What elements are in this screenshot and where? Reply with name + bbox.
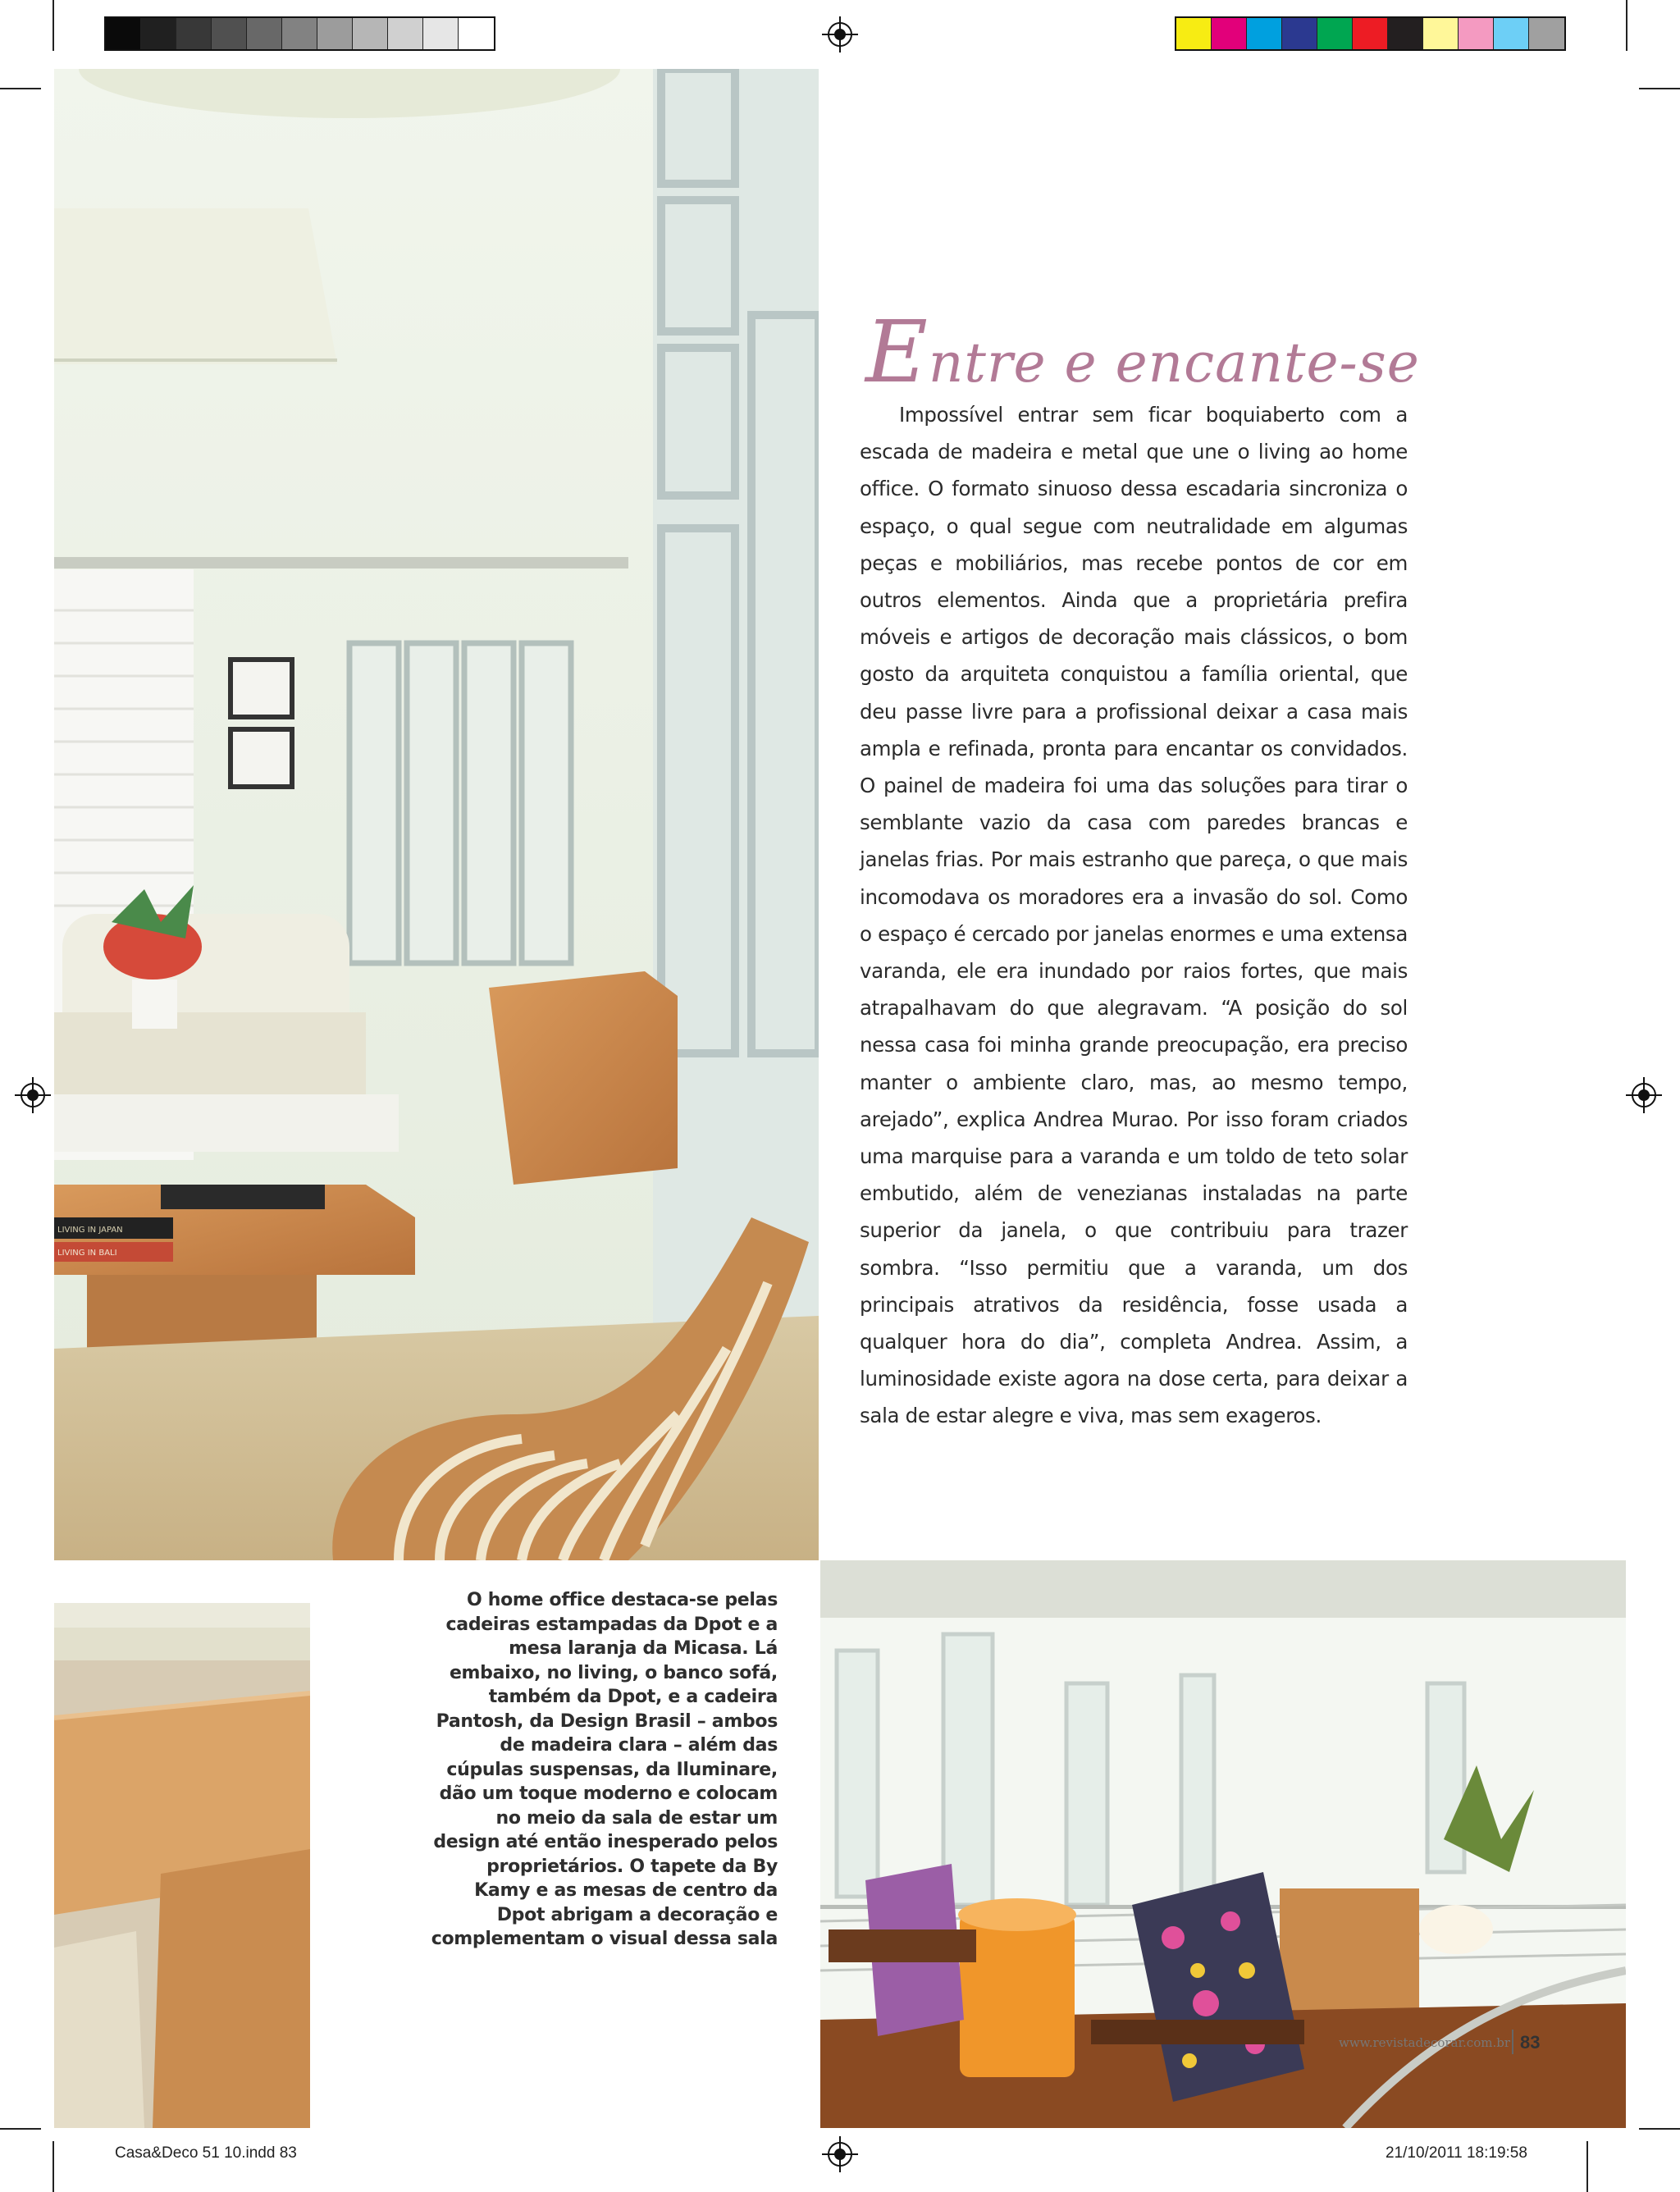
color-swatch [1353,18,1388,49]
crop-mark [52,0,54,51]
color-swatch [1494,18,1529,49]
color-swatch [1247,18,1282,49]
crop-mark [1639,88,1680,89]
wood-table-detail-photo [54,1603,310,2128]
color-swatch [1388,18,1423,49]
page-number: 83 [1520,2032,1541,2053]
crop-mark [1639,2128,1680,2130]
color-swatch [459,18,494,49]
print-slug-timestamp: 21/10/2011 18:19:58 [1386,2144,1527,2162]
color-swatch [212,18,247,49]
crop-mark [1626,0,1628,51]
registration-mark-icon [822,2136,858,2172]
color-swatch [1423,18,1459,49]
color-swatch [282,18,317,49]
color-swatch [1212,18,1247,49]
website-url: www.revistadecorar.com.br [1339,2035,1511,2050]
photo-caption: O home office destaca-se pelas cadeiras estampadas da Dpot e a mesa laranja da Micasa. Lá embaixo, no living, o banco sofá, também da Dpot, e a cadeira Pantosh, da Design Brasil – ambos de madeira clara – além das cúpulas suspensas, da Iluminare, dão um toque moderno e colocam no meio da sala de estar um design até então inesperado pelos proprietários. O tapete da By Kamy e as mesas de centro da Dpot abrigam a decoração e complementam o visual dessa sala [431,1590,778,1949]
crop-mark [0,88,41,89]
print-slug-file: Casa&Deco 51 10.indd 83 [115,2144,297,2162]
color-swatch [353,18,388,49]
article-headline [865,302,1423,402]
book-spine-text: LIVING IN JAPAN [57,1226,123,1235]
headline-initial: E [865,302,929,402]
color-swatch [423,18,459,49]
color-swatch [1176,18,1212,49]
color-swatch [106,18,141,49]
registration-mark-icon [1626,1077,1662,1113]
registration-mark-icon [822,16,858,53]
crop-mark [0,2128,41,2130]
color-swatch [1529,18,1564,49]
crop-mark [52,2141,54,2192]
crop-mark [1586,2141,1588,2192]
article-body: Impossível entrar sem ficar boquiaberto com a escada de madeira e metal que une o living ao home office. O formato sinuoso dessa escadaria sincroniza o espaço, o qual segue com neutralidade em algumas peças e mobiliários, mas recebe pontos de cor em outros elementos. Ainda que a proprietária prefira móveis e artigos de decoração mais clássicos, o bom gosto da arquiteta conquistou a família oriental, que deu passe livre para a profissional deixar a casa mais ampla e refinada, pronta para encantar os convidados. O painel de madeira foi uma das soluções para tirar o semblante vazio da casa com paredes brancas e janelas frias. Por mais estranho que pareça, o que mais incomodava os moradores era a invasão do sol. Como o espaço é cercado por janelas enormes e uma extensa varanda, ele era inundado por raios fortes, que mais atrapalhavam do que alegravam. “A posição do sol nessa casa foi minha grande preocupação, era preciso manter o ambiente claro, mas, ao mesmo tempo, arejado”, explica Andrea Murao. Por isso foram criados uma marquise para a varanda e um toldo de teto solar embutido, além de venezianas instaladas na parte superior da janela, o que contribuiu para trazer sombra. “Isso permitiu que a varanda, um dos principais atrativos da residência, fosse usada a qualquer hora do dia”, completa Andrea. Assim, a luminosidade existe agora na dose certa, para deixar a sala de estar alegre e viva, mas sem exageros. [860,403,1408,1428]
living-room-photo [54,69,819,1560]
color-swatch [1317,18,1353,49]
color-swatch [1459,18,1494,49]
color-swatch [388,18,423,49]
folio-divider [1512,2030,1513,2054]
color-swatch [176,18,212,49]
color-calibration-bar [1175,16,1566,51]
book-spine-text: LIVING IN BALI [57,1249,117,1258]
color-swatch [247,18,282,49]
color-swatch [317,18,353,49]
color-swatch [141,18,176,49]
gray-calibration-bar [104,16,495,51]
color-swatch [1282,18,1317,49]
headline-rest: ntre e encante-se [928,331,1420,395]
registration-mark-icon [15,1077,51,1113]
